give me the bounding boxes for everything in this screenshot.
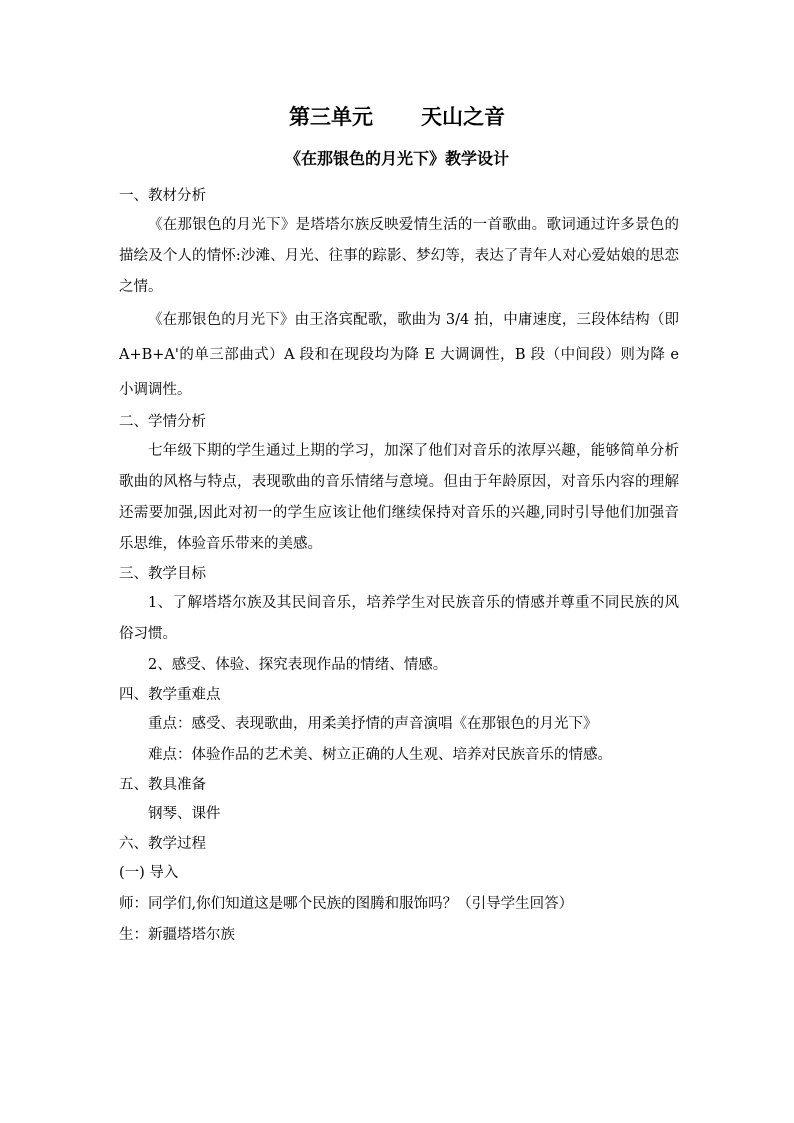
paragraph-2-1: 七年级下期的学生通过上期的学习，加深了他们对音乐的浓厚兴趣，能够简单分析歌曲的风格与特点，表现歌曲的音乐情绪与意境。但由于年龄原因，对音乐内容的理解还需要加强,因此对初一的学生应该让他们继续保持对音乐的兴趣,同时引导他们加强音乐思维，体验音乐带来的美感。 <box>119 443 679 552</box>
teacher-line: 师：同学们,你们知道这是哪个民族的图腾和服饰吗？（引导学生回答） <box>119 896 574 912</box>
materials-line: 钢琴、课件 <box>148 806 221 822</box>
paragraph-3-1: 1、了解塔塔尔族及其民间音乐，培养学生对民族音乐的情感并尊重不同民族的风俗习惯。 <box>119 595 679 642</box>
subsection-heading-intro: (一) 导入 <box>119 865 179 881</box>
section-heading-2: 二、学情分析 <box>119 414 206 430</box>
page-subtitle: 《在那银色的月光下》教学设计 <box>284 149 509 168</box>
key-point-line: 重点：感受、表现歌曲，用柔美抒情的声音演唱《在那银色的月光下》 <box>148 716 598 732</box>
page-title <box>0 102 794 132</box>
document-body <box>119 182 679 951</box>
section-heading-6: 六、教学过程 <box>119 836 206 852</box>
section-heading-1: 一、教材分析 <box>119 188 206 204</box>
paragraph-1-2: 《在那银色的月光下》由王洛宾配歌，歌曲为 3/4 拍，中庸速度，三段体结构（即 A+B+A'的单三部曲式）A 段和在现段均为降 E 大调调性，B 段（中间段）则为降 e 小调调性。 <box>119 312 679 398</box>
paragraph-3-2: 2、感受、体验、探究表现作品的情绪、情感。 <box>148 657 448 673</box>
difficult-point-line: 难点：体验作品的艺术美、树立正确的人生观、培养对民族音乐的情感。 <box>148 747 612 763</box>
unit-label: 第三单元 <box>289 104 373 129</box>
section-heading-5: 五、教具准备 <box>119 777 206 793</box>
paragraph-1-1: 《在那银色的月光下》是塔塔尔族反映爱情生活的一首歌曲。歌词通过许多景色的描绘及个人的情怀:沙滩、月光、往事的踪影、梦幻等，表达了青年人对心爱姑娘的思恋之情。 <box>119 217 679 295</box>
section-heading-3: 三、教学目标 <box>119 566 206 582</box>
student-line: 生：新疆塔塔尔族 <box>119 927 235 943</box>
section-heading-4: 四、教学重难点 <box>119 687 221 703</box>
unit-name: 天山之音 <box>421 104 505 129</box>
